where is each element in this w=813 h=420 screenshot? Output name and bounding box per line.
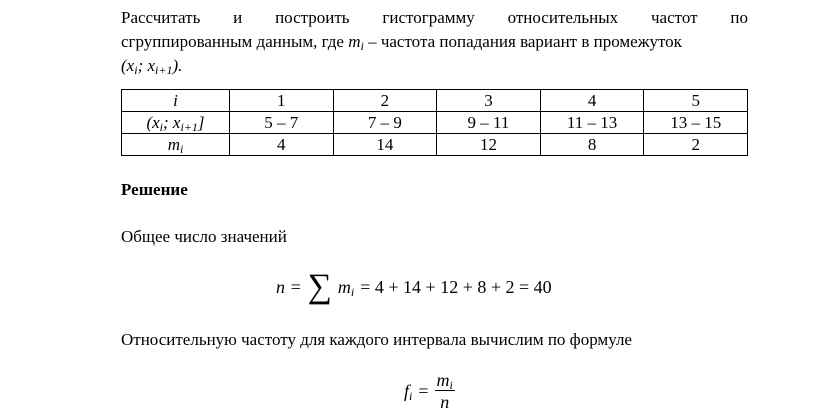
table-cell: 4: [540, 90, 644, 112]
var-m: $m_i$: [348, 32, 364, 53]
table-cell: 14: [333, 134, 437, 156]
relative-frequency-label: Относительную частоту для каждого интервала вычислим по формуле: [121, 330, 632, 349]
table-row-frequency: [122, 134, 748, 156]
table-cell: 8: [540, 134, 644, 156]
solution-heading: Решение: [121, 180, 188, 199]
sum-formula: n = ∑ $m_i$ = 4 + 14 + 12 + 8 + 2 = 40: [276, 268, 552, 305]
task-line-2: сгруппированным данным, где $m_i$ – частота попадания вариант в промежуток: [121, 32, 682, 53]
table-cell: 13 – 15: [644, 112, 748, 134]
numerator: $m_i$: [436, 370, 453, 392]
table-row-interval: [122, 112, 748, 134]
denominator: n: [440, 392, 450, 412]
grouped-data-table: [121, 89, 748, 156]
table-cell: 2: [333, 90, 437, 112]
table-cell: 7 – 9: [333, 112, 437, 134]
row-header-i: i: [122, 90, 230, 112]
table-cell: 4: [230, 134, 334, 156]
table-cell: 2: [644, 134, 748, 156]
table-cell: 1: [230, 90, 334, 112]
task-line-1: Рассчитать и построить гистограмму относительных частот по: [121, 8, 748, 27]
table-cell: 9 – 11: [437, 112, 541, 134]
row-header-m: $m_i$: [122, 134, 230, 156]
task-statement: [121, 6, 748, 78]
row-header-interval: ($x_i$; $x_{i+1}$]: [122, 112, 230, 134]
table-cell: 11 – 13: [540, 112, 644, 134]
sigma-symbol: ∑: [307, 268, 332, 305]
table-cell: 5: [644, 90, 748, 112]
task-line-3: ($x_i$; $x_{i+1}$).: [121, 56, 183, 77]
total-label: Общее число значений: [121, 227, 287, 246]
fraction: [435, 370, 455, 413]
table-row-index: [122, 90, 748, 112]
table-cell: 5 – 7: [230, 112, 334, 134]
relative-frequency-formula: $f_i$ = $\frac{m_i}{n}$: [404, 370, 453, 412]
table-cell: 12: [437, 134, 541, 156]
table-cell: 3: [437, 90, 541, 112]
